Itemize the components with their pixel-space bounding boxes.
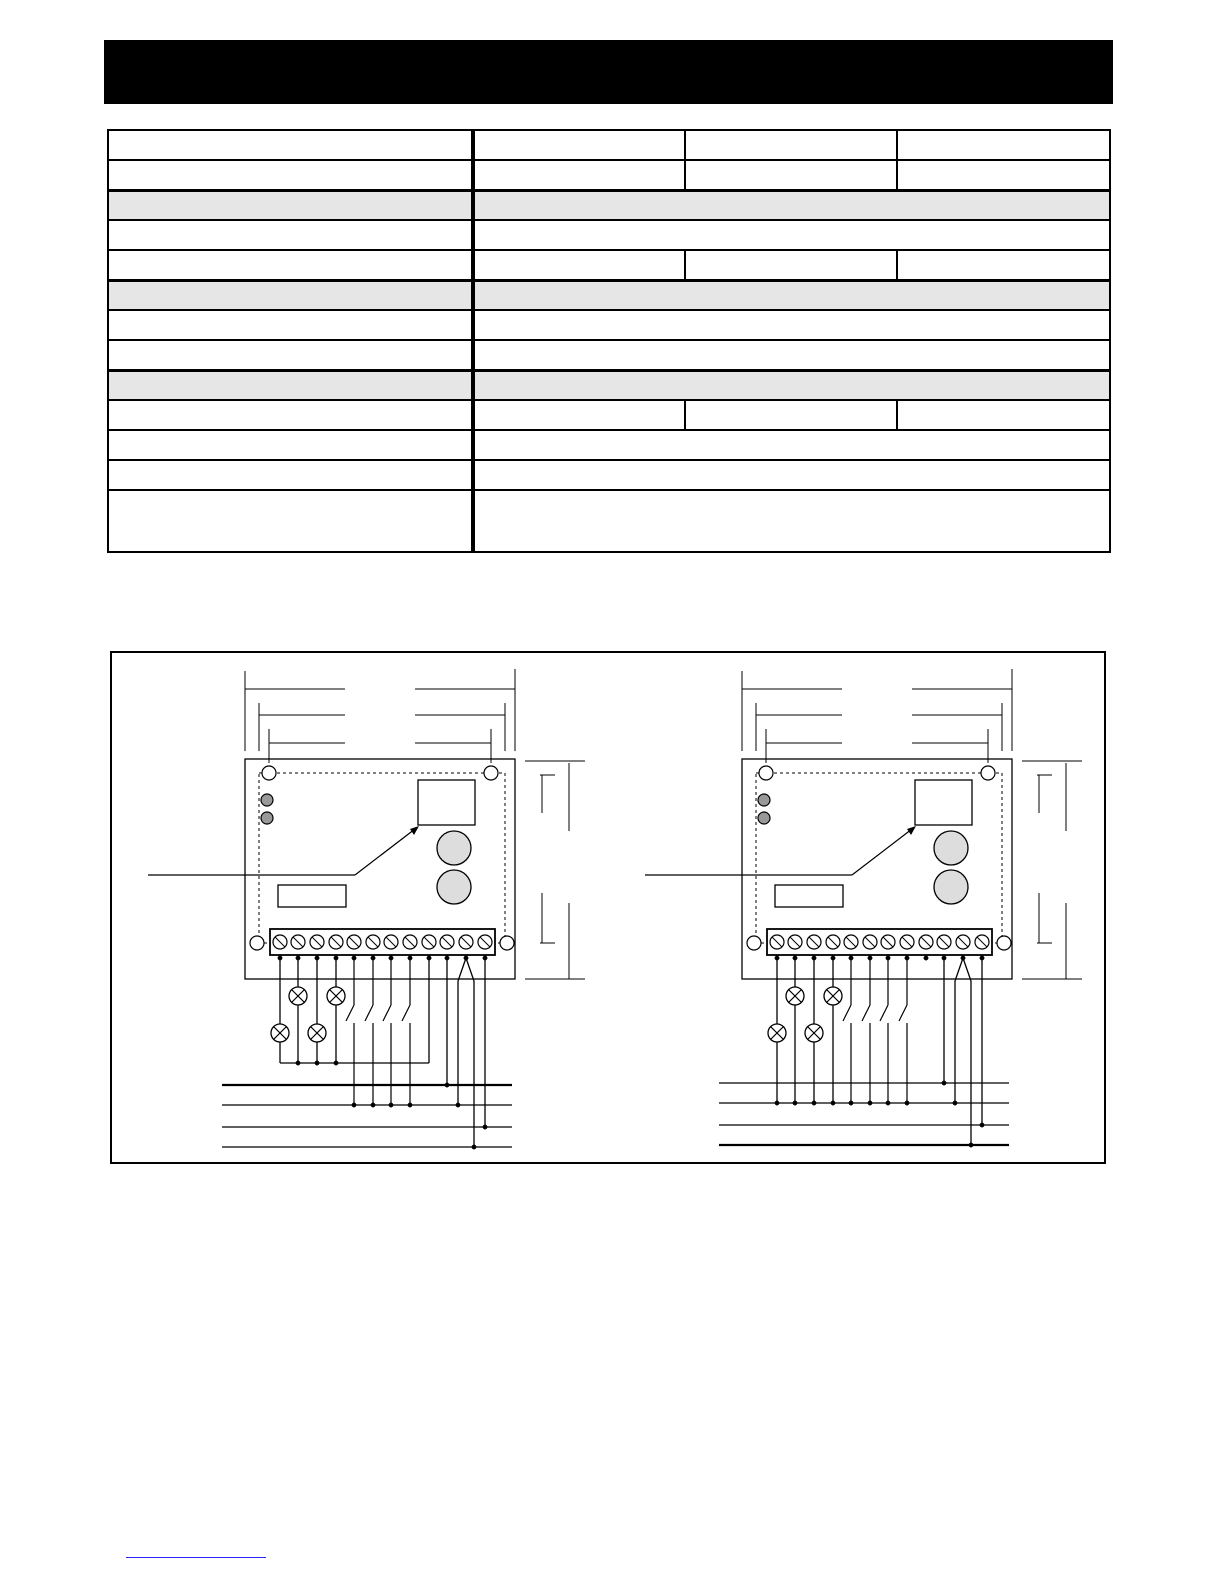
spec-label	[108, 220, 473, 250]
spec-value	[473, 130, 685, 160]
spec-label	[108, 370, 473, 400]
led-indicator	[758, 812, 770, 824]
spec-value	[473, 160, 685, 190]
junction-dot	[953, 1101, 957, 1105]
wiring-diagram-frame	[110, 651, 1106, 1164]
spec-row	[108, 250, 1110, 280]
spec-row	[108, 280, 1110, 310]
spec-label	[108, 160, 473, 190]
label-plate	[775, 885, 843, 907]
adjust-knob	[437, 831, 471, 865]
junction-dot	[334, 1061, 338, 1065]
spec-value	[473, 220, 1110, 250]
wiring-diagrams	[112, 653, 1108, 1166]
wire	[955, 958, 963, 981]
spec-table	[107, 129, 1111, 553]
spec-label	[108, 190, 473, 220]
component-block	[418, 780, 475, 825]
spec-value	[685, 400, 897, 430]
spec-value	[897, 160, 1110, 190]
spec-label	[108, 310, 473, 340]
mounting-hole	[484, 766, 498, 780]
wiring-diagram-right	[645, 669, 1082, 1147]
spec-label	[108, 400, 473, 430]
junction-dot	[456, 1103, 460, 1107]
wire	[963, 958, 971, 981]
spec-value	[897, 400, 1110, 430]
spec-row	[108, 220, 1110, 250]
spec-value	[473, 460, 1110, 490]
spec-label	[108, 130, 473, 160]
leader-line	[852, 829, 912, 875]
spec-row	[108, 160, 1110, 190]
mounting-hole	[262, 766, 276, 780]
mounting-hole	[500, 936, 514, 950]
component-block	[915, 780, 972, 825]
spec-row	[108, 430, 1110, 460]
spec-value	[473, 370, 1110, 400]
spec-label	[108, 460, 473, 490]
junction-dot	[980, 1123, 984, 1127]
spec-value	[685, 250, 897, 280]
label-plate	[278, 885, 346, 907]
spec-row	[108, 370, 1110, 400]
wire	[458, 958, 466, 981]
led-indicator	[261, 812, 273, 824]
switch-icon	[365, 1005, 373, 1021]
spec-label	[108, 430, 473, 460]
arrow-head	[410, 826, 419, 835]
adjust-knob	[437, 870, 471, 904]
wiring-diagram-left	[148, 669, 585, 1149]
mounting-hole	[981, 766, 995, 780]
switch-icon	[402, 1005, 410, 1021]
adjust-knob	[934, 870, 968, 904]
switch-icon	[880, 1005, 888, 1021]
junction-dot	[472, 1145, 476, 1149]
spec-value	[473, 310, 1110, 340]
spec-row	[108, 130, 1110, 160]
switch-icon	[346, 1005, 354, 1021]
spec-value	[473, 190, 1110, 220]
led-indicator	[261, 794, 273, 806]
mounting-hole	[759, 766, 773, 780]
spec-row	[108, 310, 1110, 340]
mounting-hole	[997, 936, 1011, 950]
switch-icon	[899, 1005, 907, 1021]
spec-value	[473, 280, 1110, 310]
spec-value	[473, 250, 685, 280]
spec-label	[108, 340, 473, 370]
spec-value	[897, 130, 1110, 160]
junction-dot	[296, 1061, 300, 1065]
spec-value	[473, 400, 685, 430]
mounting-hole	[250, 936, 264, 950]
junction-dot	[445, 1083, 449, 1087]
junction-dot	[969, 1143, 973, 1147]
spec-value	[473, 340, 1110, 370]
footer-link-underline[interactable]	[126, 1557, 266, 1558]
junction-dot	[315, 1061, 319, 1065]
spec-row	[108, 190, 1110, 220]
switch-icon	[843, 1005, 851, 1021]
spec-label	[108, 250, 473, 280]
spec-label	[108, 280, 473, 310]
spec-row	[108, 340, 1110, 370]
spec-row	[108, 460, 1110, 490]
spec-value	[897, 250, 1110, 280]
mounting-hole	[747, 936, 761, 950]
adjust-knob	[934, 831, 968, 865]
junction-dot	[483, 1125, 487, 1129]
junction-dot	[942, 1081, 946, 1085]
led-indicator	[758, 794, 770, 806]
spec-row	[108, 490, 1110, 552]
arrow-head	[907, 826, 916, 835]
wire	[466, 958, 474, 981]
title-bar	[104, 40, 1113, 104]
spec-value	[685, 160, 897, 190]
spec-row	[108, 400, 1110, 430]
junction-dot	[924, 956, 928, 960]
switch-icon	[862, 1005, 870, 1021]
switch-icon	[383, 1005, 391, 1021]
spec-label	[108, 490, 473, 552]
spec-value	[685, 130, 897, 160]
spec-value	[473, 430, 1110, 460]
leader-line	[355, 829, 415, 875]
spec-value	[473, 490, 1110, 552]
